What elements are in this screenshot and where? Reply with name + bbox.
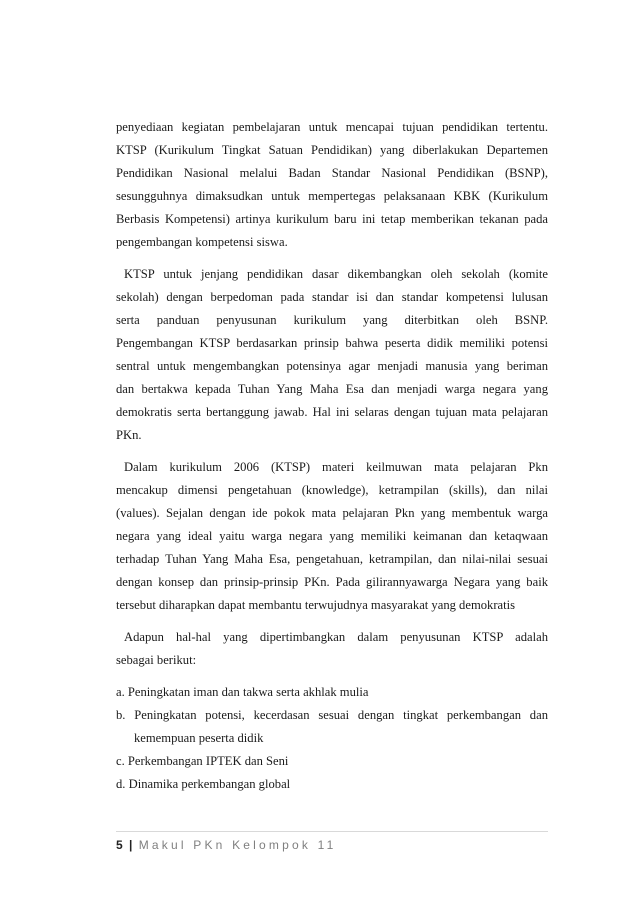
text-line: Pendidikan Nasional melalui Badan Standar Nasional Pendidikan (BSNP), — [116, 166, 548, 180]
list-item: a. Peningkatan iman dan takwa serta akhlak mulia — [116, 685, 369, 699]
text-line: Dalam kurikulum 2006 (KTSP) materi keilmuwan mata pelajaran Pkn — [124, 460, 548, 474]
text-line: sesungguhnya dimaksudkan untuk mempertegas pelaksanaan KBK (Kurikulum — [116, 189, 548, 203]
text-line: negara yang ideal yaitu warga negara yang memiliki keimanan dan ketaqwaan — [116, 529, 548, 543]
text-line: terhadap Tuhan Yang Maha Esa, pengetahuan, ketrampilan, dan nilai-nilai sesuai — [116, 552, 548, 566]
list-item: d. Dinamika perkembangan global — [116, 777, 291, 791]
consideration-list — [116, 681, 548, 796]
text-line: KTSP (Kurikulum Tingkat Satuan Pendidikan) yang diberlakukan Departemen — [116, 143, 548, 157]
page-footer — [116, 831, 548, 852]
footer-label: Makul PKn Kelompok 11 — [138, 838, 337, 852]
text-line: Adapun hal-hal yang dipertimbangkan dalam penyusunan KTSP adalah — [124, 630, 548, 644]
text-line: mencakup dimensi pengetahuan (knowledge), ketrampilan (skills), dan nilai — [116, 483, 548, 497]
text-line: penyediaan kegiatan pembelajaran untuk mencapai tujuan pendidikan tertentu. — [116, 120, 548, 134]
text-line: dengan konsep dan prinsip-prinsip PKn. Pada gilirannyawarga Negara yang baik — [116, 575, 548, 589]
text-line: tersebut diharapkan dapat membantu terwujudnya masyarakat yang demokratis — [116, 598, 516, 612]
list-item: b. Peningkatan potensi, kecerdasan sesuai dengan tingkat perkembangan dan — [116, 708, 548, 722]
document-body — [116, 116, 548, 796]
text-line: KTSP untuk jenjang pendidikan dasar dikembangkan oleh sekolah (komite — [124, 267, 548, 281]
text-line: serta panduan penyusunan kurikulum yang diterbitkan oleh BSNP. — [116, 313, 548, 327]
text-line: pengembangan kompetensi siswa. — [116, 235, 288, 249]
text-line: demokratis serta bertanggung jawab. Hal ini selaras dengan tujuan mata pelajaran — [116, 405, 548, 419]
text-line: (values). Sejalan dengan ide pokok mata pelajaran Pkn yang membentuk warga — [116, 506, 548, 520]
list-item-continuation: kemempuan peserta didik — [134, 731, 264, 745]
paragraph-3 — [116, 456, 548, 617]
text-line: Berbasis Kompetensi) artinya kurikulum baru ini tetap memberikan tekanan pada — [116, 212, 548, 226]
text-line: PKn. — [116, 428, 142, 442]
text-line: Pengembangan KTSP berdasarkan prinsip bahwa peserta didik memiliki potensi — [116, 336, 548, 350]
paragraph-2 — [116, 263, 548, 447]
text-line: dan bertakwa kepada Tuhan Yang Maha Esa dan menjadi warga negara yang — [116, 382, 548, 396]
page-number: 5 — [116, 838, 123, 852]
text-line: sebagai berikut: — [116, 653, 197, 667]
list-item: c. Perkembangan IPTEK dan Seni — [116, 754, 289, 768]
paragraph-4 — [116, 626, 548, 672]
text-line: sentral untuk mengembangkan potensinya agar menjadi manusia yang beriman — [116, 359, 548, 373]
footer-separator: | — [129, 838, 133, 852]
text-line: sekolah) dengan berpedoman pada standar isi dan standar kompetensi lulusan — [116, 290, 548, 304]
paragraph-1 — [116, 116, 548, 254]
